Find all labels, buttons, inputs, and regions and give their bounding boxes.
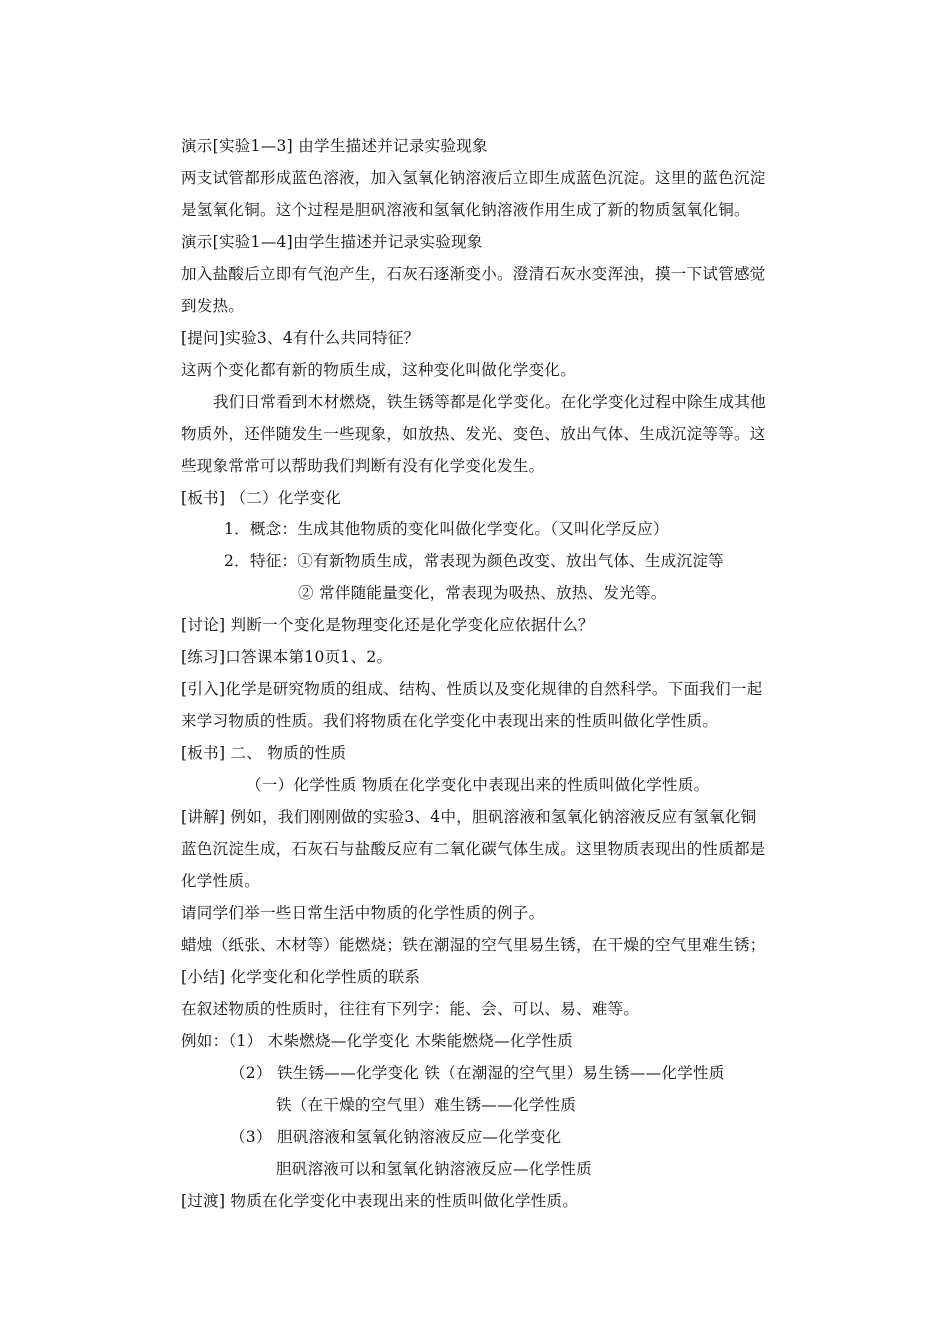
text-line: 蜡烛（纸张、木材等）能燃烧；铁在潮湿的空气里易生锈，在干燥的空气里难生锈；: [181, 936, 766, 954]
text-line: 例如：（1） 木柴燃烧—化学变化 木柴能燃烧—化学性质: [181, 1032, 574, 1050]
text-line: 胆矾溶液可以和氢氧化钠溶液反应—化学性质: [276, 1160, 593, 1178]
text-line: 演示[实验1—3] 由学生描述并记录实验现象: [181, 137, 488, 155]
text-line: [引入]化学是研究物质的组成、结构、性质以及变化规律的自然科学。下面我们一起: [181, 680, 763, 698]
text-line: 铁（在干燥的空气里）难生锈——化学性质: [276, 1096, 577, 1114]
text-line: [讨论] 判断一个变化是物理变化还是化学变化应依据什么？: [181, 616, 594, 634]
text-line: 请同学们举一些日常生活中物质的化学性质的例子。: [181, 904, 545, 922]
text-line: 这两个变化都有新的物质生成，这种变化叫做化学变化。: [181, 361, 577, 379]
text-line: 我们日常看到木材燃烧，铁生锈等都是化学变化。在化学变化过程中除生成其他: [213, 393, 767, 411]
text-line: 2．特征：①有新物质生成，常表现为颜色改变、放出气体、生成沉淀等: [224, 552, 724, 570]
text-line: （一）化学性质 物质在化学变化中表现出来的性质叫做化学性质。: [246, 776, 710, 794]
text-line: （3） 胆矾溶液和氢氧化钠溶液反应—化学变化: [230, 1128, 562, 1146]
text-line: [过渡] 物质在化学变化中表现出来的性质叫做化学性质。: [181, 1192, 579, 1210]
text-line: 物质外，还伴随发生一些现象，如放热、发光、变色、放出气体、生成沉淀等等。这: [181, 425, 766, 443]
text-line: 是氢氧化铜。这个过程是胆矾溶液和氢氧化钠溶液作用生成了新的物质氢氧化铜。: [181, 201, 750, 219]
text-line: 加入盐酸后立即有气泡产生，石灰石逐渐变小。澄清石灰水变浑浊，摸一下试管感觉: [181, 265, 766, 283]
text-line: 在叙述物质的性质时，往往有下列字：能、会、可以、易、难等。: [181, 1000, 640, 1018]
text-line: 到发热。: [181, 297, 245, 315]
text-line: 些现象常常可以帮助我们判断有没有化学变化发生。: [181, 457, 545, 475]
text-line: 1．概念：生成其他物质的变化叫做化学变化。（又叫化学反应）: [224, 520, 669, 538]
text-line: [讲解] 例如，我们刚刚做的实验3、4中，胆矾溶液和氢氧化钠溶液反应有氢氧化铜: [181, 808, 757, 826]
text-line: [提问]实验3、4有什么共同特征？: [181, 329, 420, 347]
text-line: ② 常伴随能量变化，常表现为吸热、放热、发光等。: [298, 584, 667, 602]
text-line: [板书] 二、 物质的性质: [181, 744, 347, 762]
text-line: 两支试管都形成蓝色溶液，加入氢氧化钠溶液后立即生成蓝色沉淀。这里的蓝色沉淀: [181, 169, 766, 187]
text-line: 来学习物质的性质。我们将物质在化学变化中表现出来的性质叫做化学性质。: [181, 712, 719, 730]
text-line: 蓝色沉淀生成，石灰石与盐酸反应有二氧化碳气体生成。这里物质表现出的性质都是: [181, 840, 766, 858]
text-line: [小结] 化学变化和化学性质的联系: [181, 968, 421, 986]
text-line: [板书] （二）化学变化: [181, 489, 342, 507]
text-line: [练习]口答课本第10页1、2。: [181, 648, 393, 666]
text-line: （2） 铁生锈——化学变化 铁（在潮湿的空气里）易生锈——化学性质: [230, 1064, 725, 1082]
text-line: 化学性质。: [181, 872, 261, 890]
text-line: 演示[实验1—4]由学生描述并记录实验现象: [181, 233, 483, 251]
